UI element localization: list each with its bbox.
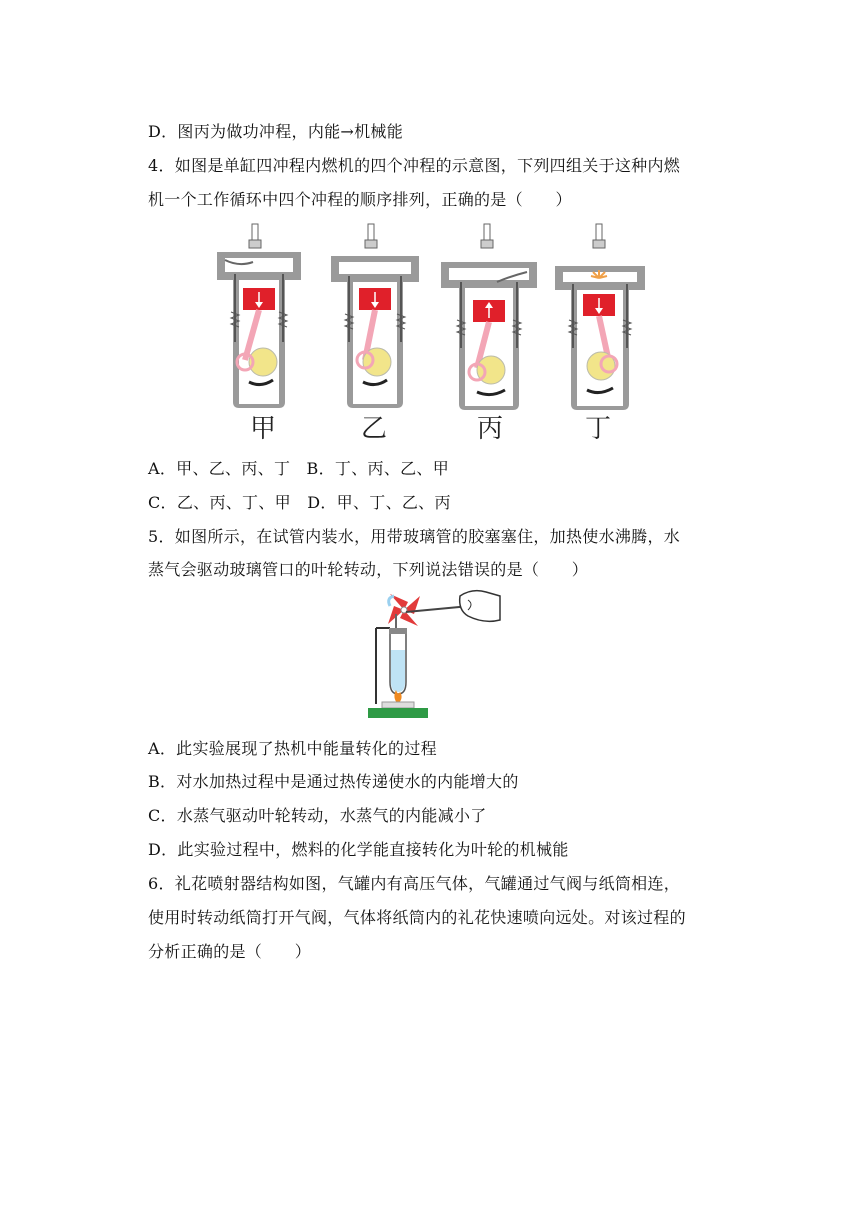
q5-stem-line1: 5．如图所示，在试管内装水，用带玻璃管的胶塞塞住，加热使水沸腾，水 <box>148 527 681 546</box>
hand-icon <box>460 591 500 622</box>
engine-label-jia: 甲 <box>250 414 277 444</box>
q5-stem-line2: 蒸气会驱动玻璃管口的叶轮转动，下列说法错误的是（ ） <box>148 560 589 579</box>
q4-options-ab: A．甲、乙、丙、丁 B．丁、丙、乙、甲 <box>148 459 450 478</box>
q4-stem-line2: 机一个工作循环中四个冲程的顺序排列，正确的是（ ） <box>148 190 572 209</box>
engine-label-ding: 丁 <box>585 414 612 444</box>
q4-options-cd: C．乙、丙、丁、甲 D．甲、丁、乙、丙 <box>148 493 451 512</box>
q5-option-a: A．此实验展现了热机中能量转化的过程 <box>148 739 437 758</box>
pinwheel-icon <box>388 594 420 626</box>
q3-option-d: D．图丙为做功冲程，内能→机械能 <box>148 122 404 141</box>
engine-diagram-jia <box>209 222 309 412</box>
engine-diagram-yi <box>325 222 425 412</box>
engine-strokes-figure <box>205 222 655 442</box>
q6-stem-line3: 分析正确的是（ ） <box>148 942 312 961</box>
engine-diagram-bing <box>437 222 541 412</box>
q5-option-c: C．水蒸气驱动叶轮转动，水蒸气的内能减小了 <box>148 806 487 825</box>
engine-label-bing: 丙 <box>477 414 504 444</box>
engine-diagram-ding <box>551 222 649 412</box>
q6-stem-line2: 使用时转动纸筒打开气阀，气体将纸筒内的礼花快速喷向远处。对该过程的 <box>148 908 686 927</box>
q5-option-b: B．对水加热过程中是通过热传递使水的内能增大的 <box>148 772 519 791</box>
engine-label-yi: 乙 <box>361 414 388 444</box>
q4-stem-line1: 4．如图是单缸四冲程内燃机的四个冲程的示意图，下列四组关于这种内燃 <box>148 156 681 175</box>
test-tube-pinwheel-figure <box>360 586 502 722</box>
q6-stem-line1: 6．礼花喷射器结构如图，气罐内有高压气体，气罐通过气阀与纸筒相连， <box>148 874 681 893</box>
q5-option-d: D．此实验过程中，燃料的化学能直接转化为叶轮的机械能 <box>148 840 569 859</box>
